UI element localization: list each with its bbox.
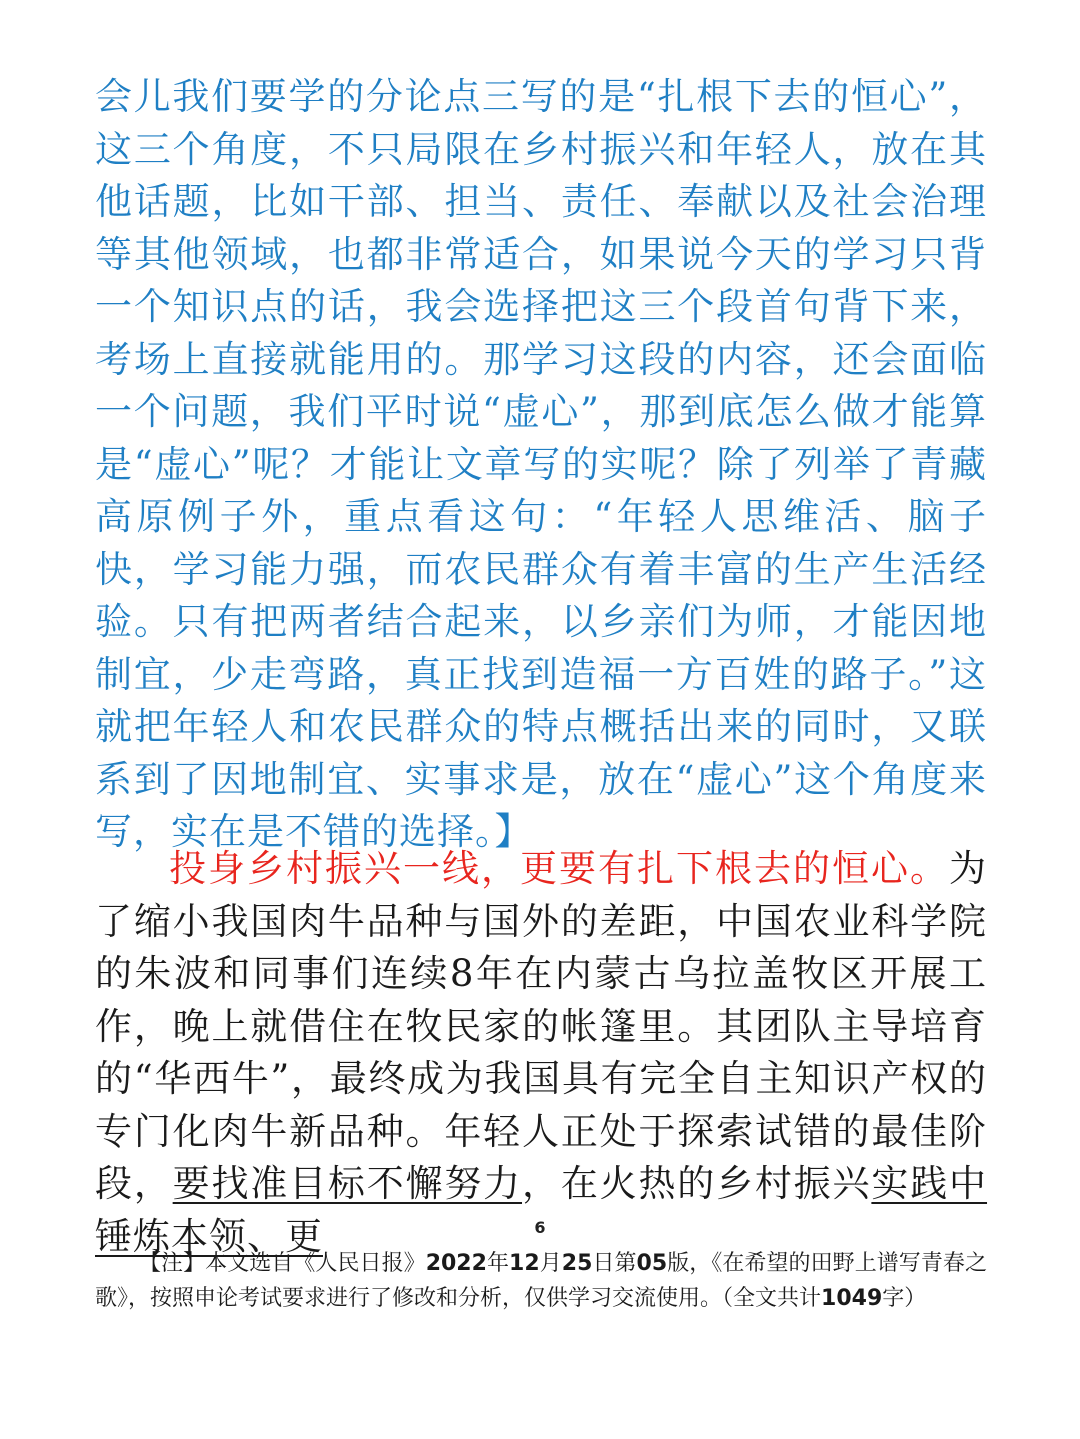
note-day: 25 [561,1251,593,1276]
note-text: 年 [486,1251,510,1276]
essay-body-text: ，在火热的乡村振兴 [522,1162,872,1205]
lead-sentence: 投身乡村振兴一线，更要有扎下根去的恒心。 [169,847,949,890]
note-text: 日第 [592,1251,637,1276]
essay-body-text: 为了缩小我国肉牛品种与国外的差距，中国农业科学院的朱波和同事们连续8年在内蒙古乌拉盖牧区开展工作，晚上就借住在牧民家的帐篷里。其团队主导培育的“华西牛”，最终成为我国具有完全自主知识产权的专门化肉牛新品种。年轻人正处于探索试错的最佳阶段， [95,847,987,1205]
essay-paragraph [95,843,987,1263]
note-word-count: 1049 [821,1286,883,1311]
source-note [95,1246,987,1316]
underlined-phrase: 要找准目标不懈努力 [172,1162,523,1205]
page-number: 6 [534,1218,546,1237]
note-month: 12 [509,1251,540,1276]
note-year: 2022 [425,1251,487,1276]
note-text: 字） [882,1286,927,1311]
note-text: 【注】本文选自《人民日报》 [139,1251,426,1276]
note-text: 月 [539,1251,562,1276]
note-text: 版，《在希望的田野上谱写青春之歌》，按照申论考试要求进行了修改和分析，仅供学习交流使用。（全文共计 [95,1251,987,1311]
underlined-phrase: 实践中锤炼本领、更 [95,1162,988,1258]
note-edition: 05 [636,1251,668,1276]
commentary-paragraph: 会儿我们要学的分论点三写的是“扎根下去的恒心”，这三个角度，不只局限在乡村振兴和年轻人，放在其他话题，比如干部、担当、责任、奉献以及社会治理等其他领域，也都非常适合，如果说今天的学习只背一个知识点的话，我会选择把这三个段首句背下来，考场上直接就能用的。那学习这段的内容，还会面临一个问题，我们平时说“虚心”，那到底怎么做才能算是“虚心”呢？才能让文章写的实呢？除了列举了青藏高原例子外，重点看这句：“年轻人思维活、脑子快，学习能力强，而农民群众有着丰富的生产生活经验。只有把两者结合起来，以乡亲们为师，才能因地制宜，少走弯路，真正找到造福一方百姓的路子。”这就把年轻人和农民群众的特点概括出来的同时，又联系到了因地制宜、实事求是，放在“虚心”这个角度来写，实在是不错的选择。】 [95,75,987,853]
